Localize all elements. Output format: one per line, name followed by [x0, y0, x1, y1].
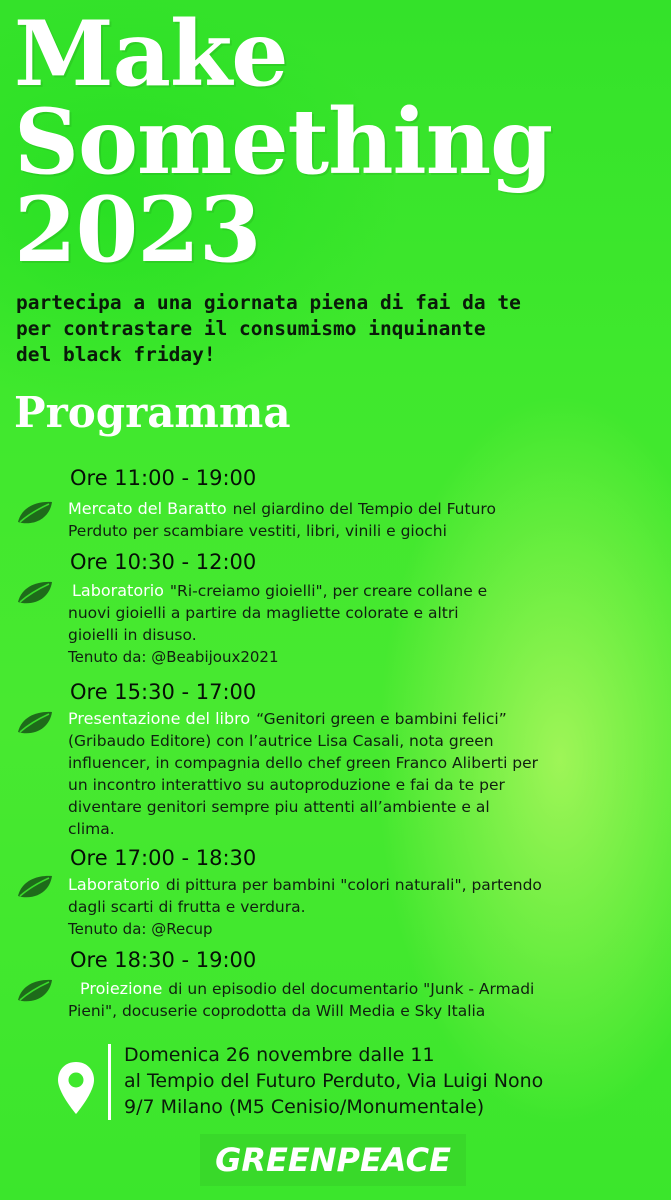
location-date: Domenica 26 novembre dalle 11 — [124, 1044, 435, 1066]
greenpeace-logo-text: GREENPEACE — [215, 1141, 451, 1179]
location-city: 9/7 Milano (M5 Cenisio/Monumentale) — [124, 1096, 485, 1118]
event-line: influencer, in compagnia dello chef green Franco Aliberti per — [68, 754, 539, 772]
event-line: diventare genitori sempre piu attenti all’ambiente e al — [68, 798, 490, 816]
event-time: Ore 15:30 - 17:00 — [70, 680, 257, 704]
event-highlight: Laboratorio — [68, 875, 160, 894]
event-description: Laboratorio di pittura per bambini "colori naturali", partendo dagli scarti di frutta e verdura. Tenuto da: @Recup — [68, 874, 668, 940]
location-pin-icon — [56, 1060, 96, 1116]
location-divider — [108, 1044, 111, 1120]
location-address: al Tempio del Futuro Perduto, Via Luigi Nono — [124, 1070, 544, 1092]
leaf-icon — [16, 580, 54, 606]
event-description: Laboratorio "Ri-creiamo gioielli", per creare collane e nuovi gioielli a partire da magliette colorate e altri gioielli in disuso. Tenuto da: @Beabijoux2021 — [68, 580, 668, 668]
leaf-icon — [16, 500, 54, 526]
event-line: (Gribaudo Editore) con l’autrice Lisa Casali, nota green — [68, 732, 494, 750]
event-title — [14, 1, 553, 283]
location-text — [124, 1042, 543, 1120]
event-description: Presentazione del libro “Genitori green e bambini felici” (Gribaudo Editore) con l’autrice Lisa Casali, nota green influencer, in compagnia dello chef green Franco Aliberti per un incontro interattivo su autoproduzione e fai da te per diventare genitori sempre piu attenti all’ambiente e al clima. — [68, 708, 668, 840]
event-subtitle — [16, 290, 636, 368]
event-host: Tenuto da: @Recup — [68, 920, 213, 938]
event-highlight: Proiezione — [80, 979, 163, 998]
event-time: Ore 18:30 - 19:00 — [70, 948, 257, 972]
greenpeace-logo — [200, 1134, 466, 1186]
programma-heading: Programma — [14, 388, 291, 437]
leaf-icon — [16, 710, 54, 736]
event-line: Pieni", docuserie coprodotta da Will Media e Sky Italia — [68, 1002, 486, 1020]
subtitle-line-2: per contrastare il consumismo inquinante — [16, 317, 486, 340]
title-line-2: Something — [14, 89, 553, 195]
event-description: Proiezione di un episodio del documentario "Junk - Armadi Pieni", docuserie coprodotta da Will Media e Sky Italia — [68, 978, 668, 1022]
leaf-icon — [16, 978, 54, 1004]
event-line: nuovi gioielli a partire da magliette colorate e altri — [68, 604, 459, 622]
event-host: Tenuto da: @Beabijoux2021 — [68, 648, 279, 666]
event-highlight: Laboratorio — [72, 581, 164, 600]
event-line: un incontro interattivo su autoproduzione e fai da te per — [68, 776, 505, 794]
event-line: dagli scarti di frutta e verdura. — [68, 898, 306, 916]
event-line: Perduto per scambiare vestiti, libri, vinili e giochi — [68, 522, 447, 540]
event-time: Ore 17:00 - 18:30 — [70, 846, 257, 870]
subtitle-line-3: del black friday! — [16, 343, 216, 366]
event-time: Ore 11:00 - 19:00 — [70, 466, 257, 490]
leaf-icon — [16, 874, 54, 900]
event-location — [56, 1040, 656, 1120]
event-description: Mercato del Baratto nel giardino del Tempio del Futuro Perduto per scambiare vestiti, libri, vinili e giochi — [68, 498, 668, 542]
subtitle-line-1: partecipa a una giornata piena di fai da te — [16, 291, 521, 314]
event-time: Ore 10:30 - 12:00 — [70, 550, 257, 574]
title-line-1: Make — [14, 1, 288, 107]
event-line: clima. — [68, 820, 115, 838]
event-line: gioielli in disuso. — [68, 626, 197, 644]
title-line-3: 2023 — [14, 177, 261, 283]
event-highlight: Presentazione del libro — [68, 709, 251, 728]
event-highlight: Mercato del Baratto — [68, 499, 227, 518]
